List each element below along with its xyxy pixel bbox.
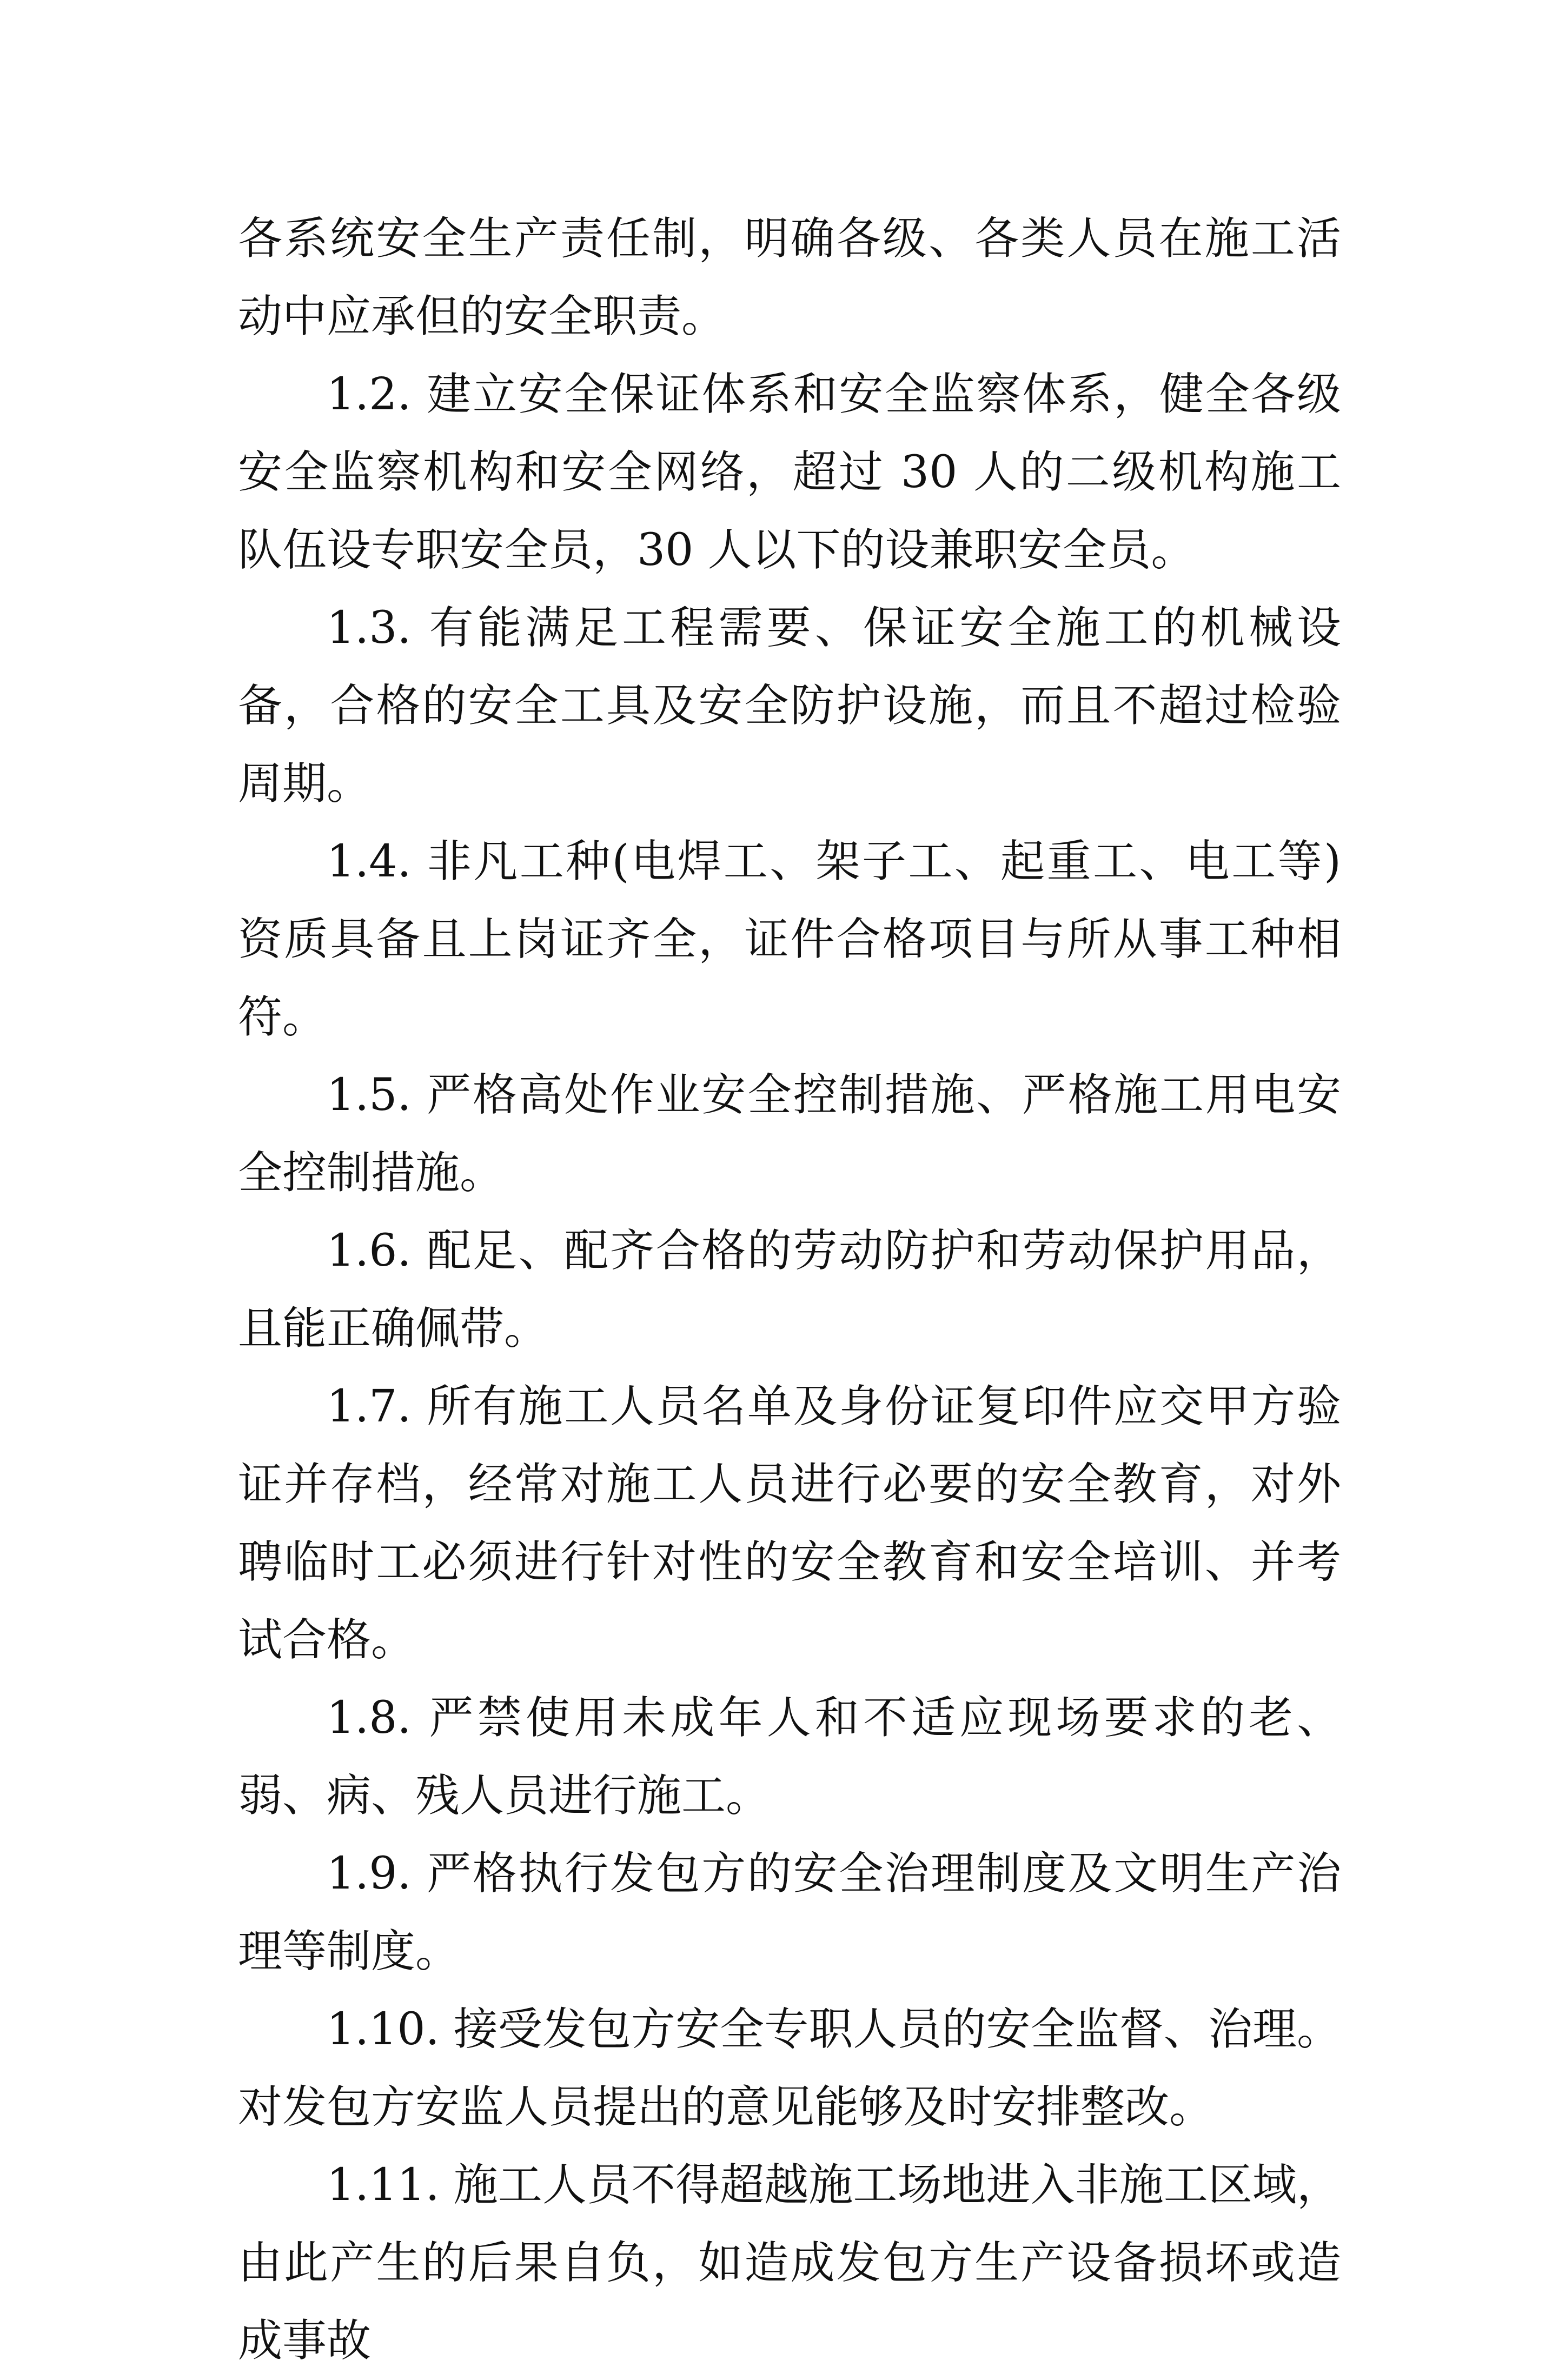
paragraph-1-11: 1.11. 施工人员不得超越施工场地进入非施工区域，由此产生的后果自负，如造成发包方生产设备损坏或造成事故 <box>238 2159 1341 2366</box>
paragraph-1-6: 1.6. 配足、配齐合格的劳动防护和劳动保护用品，且能正确佩带。 <box>238 1225 1341 1354</box>
paragraph-1-3: 1.3. 有能满足工程需要、保证安全施工的机械设备，合格的安全工具及安全防护设施，而且不超过检验周期。 <box>238 602 1341 809</box>
paragraph-1-2: 1.2. 建立安全保证体系和安全监察体系，健全各级安全监察机构和安全网络，超过 30 人的二级机构施工队伍设专职安全员，30 人以下的设兼职安全员。 <box>238 369 1341 576</box>
paragraph-1-9: 1.9. 严格执行发包方的安全治理制度及文明生产治理等制度。 <box>238 1848 1341 1977</box>
paragraph-1-7: 1.7. 所有施工人员名单及身份证复印件应交甲方验证并存档，经常对施工人员进行必要的安全教育，对外聘临时工必须进行针对性的安全教育和安全培训、并考试合格。 <box>238 1381 1341 1666</box>
body-text <box>238 200 1341 2380</box>
paragraph-1-10: 1.10. 接受发包方安全专职人员的安全监督、治理。对发包方安监人员提出的意见能够及时安排整改。 <box>238 2004 1341 2133</box>
paragraph-1-8: 1.8. 严禁使用未成年人和不适应现场要求的老、弱、病、残人员进行施工。 <box>238 1692 1341 1821</box>
paragraph-1-5: 1.5. 严格高处作业安全控制措施、严格施工用电安全控制措施。 <box>238 1069 1341 1199</box>
paragraph-continuation: 各系统安全生产责任制，明确各级、各类人员在施工活动中应承但的安全职责。 <box>238 213 1341 342</box>
paragraph-1-4: 1.4. 非凡工种(电焊工、架子工、起重工、电工等)资质具备且上岗证齐全，证件合格项目与所从事工种相符。 <box>238 836 1341 1043</box>
